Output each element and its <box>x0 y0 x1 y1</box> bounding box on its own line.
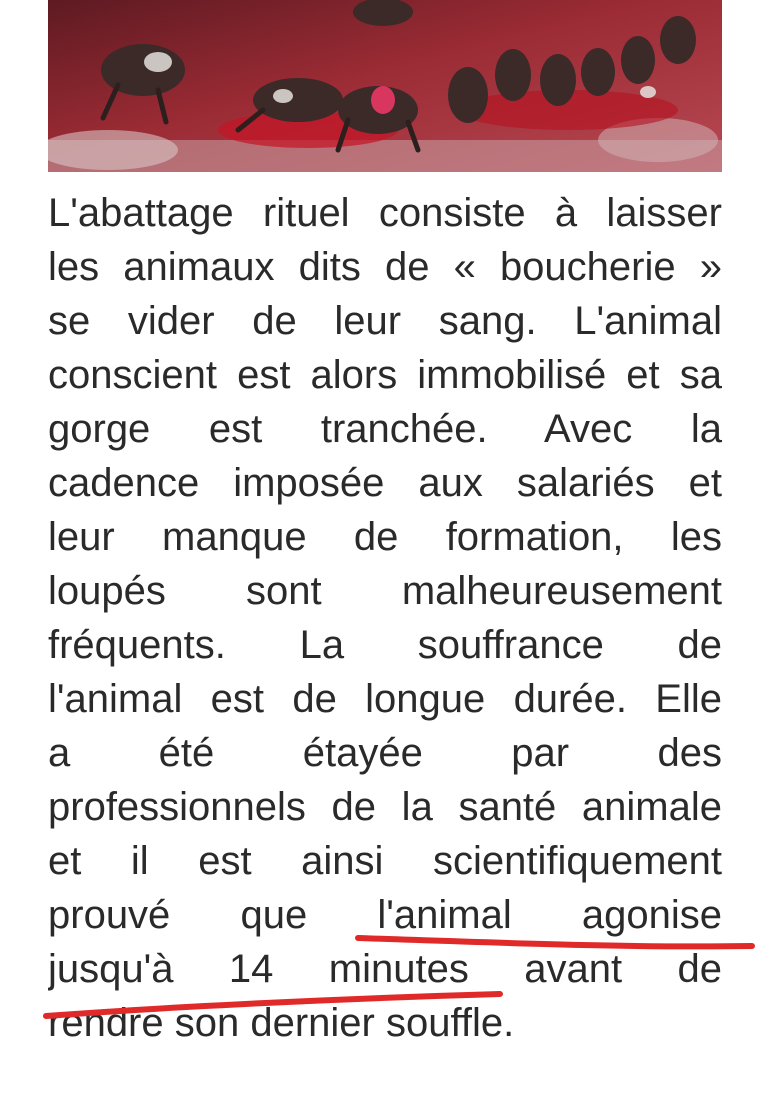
article-line: gorge est tranchée. Avec la <box>48 407 722 451</box>
article-line: l'animal est de longue durée. Elle <box>48 677 722 721</box>
article-line: L'abattage rituel consiste à laisser <box>48 191 722 235</box>
article-line: jusqu'à 14 minutes avant de <box>48 947 722 991</box>
article-line: cadence imposée aux salariés et <box>48 461 722 505</box>
article-line: a été étayée par des <box>48 731 722 775</box>
article-line: professionnels de la santé animale <box>48 785 722 829</box>
article-photo <box>48 0 722 172</box>
article-body <box>48 186 722 1050</box>
article-line: leur manque de formation, les <box>48 515 722 559</box>
slaughtered-animals-photo <box>48 0 722 172</box>
article-line: rendre son dernier souffle. <box>48 1001 515 1045</box>
article-line: conscient est alors immobilisé et sa <box>48 353 722 397</box>
article-line: prouvé que l'animal agonise <box>48 893 722 937</box>
article-line: loupés sont malheureusement <box>48 569 722 613</box>
article-line: se vider de leur sang. L'animal <box>48 299 722 343</box>
article-line: et il est ainsi scientifiquement <box>48 839 722 883</box>
article-line: fréquents. La souffrance de <box>48 623 722 667</box>
article-line: les animaux dits de « boucherie » <box>48 245 722 289</box>
